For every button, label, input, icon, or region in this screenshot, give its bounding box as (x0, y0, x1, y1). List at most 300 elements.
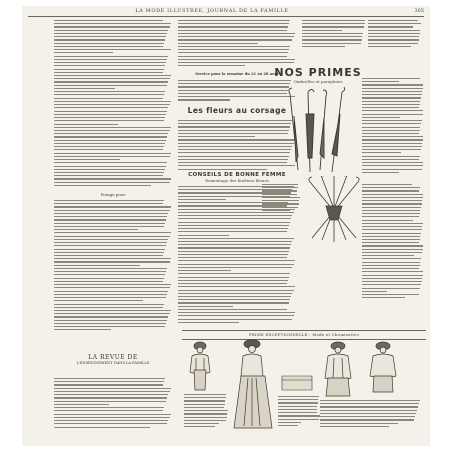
text-line (54, 143, 165, 144)
text-line (362, 187, 420, 188)
text-line (54, 162, 167, 163)
text-line (54, 169, 165, 170)
text-line (54, 268, 167, 269)
text-line (178, 23, 289, 24)
text-block (362, 78, 424, 173)
text-line (368, 30, 420, 31)
text-line (54, 258, 171, 259)
text-line (178, 218, 291, 219)
text-line (178, 254, 288, 255)
text-block (184, 394, 228, 427)
text-line (362, 130, 420, 131)
text-line (178, 293, 292, 294)
text-line (368, 39, 419, 40)
column-1-text (54, 20, 172, 190)
text-line (54, 33, 167, 34)
text-line (54, 397, 167, 398)
text-line (54, 140, 166, 141)
umbrella-icon (306, 176, 362, 246)
text-line (362, 120, 422, 121)
text-line (178, 228, 288, 229)
text-line (178, 159, 288, 160)
text-line (54, 153, 171, 154)
text-line (362, 162, 423, 163)
text-line (178, 315, 294, 316)
text-line (178, 162, 287, 163)
text-line (278, 409, 317, 410)
dress-figure-icon (368, 340, 398, 394)
text-block (54, 378, 172, 428)
text-line (178, 96, 295, 97)
text-line (178, 133, 288, 134)
fashion-caption-2 (278, 396, 320, 430)
text-line (178, 241, 292, 242)
text-line (178, 49, 289, 50)
text-line (362, 159, 419, 160)
text-line (178, 62, 294, 63)
text-line (54, 159, 120, 160)
text-line (362, 284, 421, 285)
text-line (54, 49, 171, 50)
text-line (362, 200, 422, 201)
text-line (178, 270, 231, 271)
text-line (362, 281, 422, 282)
text-line (178, 222, 290, 223)
text-line (302, 36, 362, 37)
text-line (54, 166, 166, 167)
text-line (362, 255, 414, 256)
text-line (54, 223, 165, 224)
text-line (54, 401, 166, 402)
text-line (178, 20, 290, 21)
text-line (184, 410, 228, 411)
text-line (368, 46, 411, 47)
text-line (368, 36, 419, 37)
text-line (178, 33, 295, 34)
text-line (362, 133, 419, 134)
text-line (362, 169, 422, 170)
text-line (54, 20, 163, 21)
text-line (54, 149, 163, 150)
text-line (278, 402, 318, 403)
text-line (362, 172, 399, 173)
text-line (54, 213, 168, 214)
text-line (54, 284, 171, 285)
text-line (362, 78, 420, 79)
text-line (54, 249, 165, 250)
text-line (178, 309, 287, 310)
text-line (54, 206, 171, 207)
text-line (54, 287, 170, 288)
text-line (54, 23, 171, 24)
text-line (54, 210, 170, 211)
column-1-text-3 (54, 378, 172, 432)
text-line (54, 329, 111, 330)
text-line (362, 233, 421, 234)
text-line (362, 143, 422, 144)
text-line (362, 245, 423, 246)
text-line (362, 97, 421, 98)
text-line (278, 425, 298, 426)
text-line (362, 114, 423, 115)
text-line (262, 184, 298, 185)
text-line (54, 101, 171, 102)
text-line (262, 203, 299, 204)
text-block (54, 20, 172, 186)
text-line (54, 410, 163, 411)
text-line (54, 291, 168, 292)
text-line (178, 59, 295, 60)
primes-title: NOS PRIMES (274, 66, 362, 79)
text-line (178, 306, 233, 307)
text-line (320, 413, 416, 414)
text-line (54, 417, 170, 418)
text-line (54, 320, 167, 321)
text-line (54, 52, 113, 53)
text-line (178, 139, 295, 140)
text-line (178, 267, 292, 268)
text-line (362, 213, 420, 214)
text-line (54, 414, 171, 415)
text-line (54, 127, 171, 128)
text-line (54, 242, 167, 243)
text-line (54, 245, 166, 246)
dress-figure-icon (280, 372, 314, 392)
text-line (178, 299, 290, 300)
text-line (278, 399, 318, 400)
text-line (302, 30, 342, 31)
text-line (362, 104, 420, 105)
text-block (54, 200, 172, 330)
text-line (54, 236, 170, 237)
revue-title: LA REVUE DE (88, 354, 138, 361)
text-line (54, 200, 164, 201)
text-line (362, 229, 422, 230)
text-line (54, 313, 170, 314)
text-line (362, 271, 423, 272)
text-line (178, 136, 255, 137)
text-block (320, 400, 422, 427)
text-line (278, 415, 320, 416)
text-line (178, 149, 291, 150)
text-line (362, 84, 423, 85)
text-line (54, 281, 163, 282)
revue-heading-wrap (54, 354, 172, 374)
text-line (362, 146, 422, 147)
text-line (362, 165, 423, 166)
text-line (54, 185, 151, 186)
text-line (184, 420, 226, 421)
text-line (178, 247, 290, 248)
fashion-caption-3 (320, 400, 422, 430)
text-line (184, 394, 226, 395)
text-line (178, 260, 295, 261)
text-line (54, 316, 168, 317)
text-line (362, 94, 422, 95)
text-line (278, 396, 319, 397)
text-line (362, 88, 423, 89)
text-line (54, 98, 163, 99)
text-line (362, 127, 420, 128)
text-line (362, 242, 419, 243)
text-line (178, 264, 294, 265)
text-line (262, 210, 290, 211)
text-line (362, 236, 420, 237)
fleurs-title: Les fleurs au corsage (187, 106, 287, 115)
fashion-banner (182, 330, 426, 340)
text-line (362, 117, 400, 118)
text-line (368, 20, 418, 21)
text-line (54, 172, 164, 173)
text-line (178, 56, 287, 57)
text-line (54, 255, 163, 256)
text-line (302, 33, 363, 34)
text-line (54, 219, 166, 220)
text-line (54, 404, 109, 405)
text-line (362, 203, 422, 204)
text-line (362, 107, 419, 108)
svg-text:·: · (298, 177, 299, 181)
revue-subtitle: L'ENSEIGNEMENT DANS LA FAMILLE (76, 361, 150, 365)
fashion-banner-text: PRIME EXCEPTIONNELLE : Mode et Chemisettes (249, 332, 359, 337)
text-line (178, 238, 294, 239)
text-line (178, 312, 295, 313)
text-line (178, 36, 294, 37)
conseils-subtitle: Remontage des fenêtres bleues (205, 178, 269, 183)
text-line (320, 423, 398, 424)
text-line (54, 85, 167, 86)
text-line (54, 427, 150, 428)
text-line (362, 139, 423, 140)
text-line (184, 423, 219, 424)
text-line (54, 394, 168, 395)
text-line (178, 165, 295, 166)
text-line (54, 117, 165, 118)
text-line (368, 33, 420, 34)
text-line (54, 326, 165, 327)
text-line (362, 275, 423, 276)
text-line (54, 72, 163, 73)
service-heading: Service pour la semaine du 21 au 28 août (195, 72, 279, 76)
text-line (302, 46, 345, 47)
column-3-caption (262, 184, 300, 214)
text-line (362, 197, 423, 198)
text-line (262, 194, 297, 195)
text-line (178, 322, 239, 323)
text-line (178, 93, 287, 94)
fashion-caption-1 (184, 394, 228, 430)
text-line (362, 220, 413, 221)
text-line (320, 400, 420, 401)
text-line (54, 300, 143, 301)
text-line (54, 407, 164, 408)
text-line (178, 39, 292, 40)
text-line (54, 111, 167, 112)
text-block (262, 184, 300, 211)
column-2-text-c (178, 120, 296, 172)
text-line (302, 43, 361, 44)
text-line (54, 420, 168, 421)
text-line (362, 216, 419, 217)
text-line (362, 152, 401, 153)
running-title: LA MODE ILLUSTRÉE, JOURNAL DE LA FAMILLE (135, 8, 289, 14)
text-line (54, 75, 171, 76)
text-line (54, 104, 170, 105)
magazine-page (22, 6, 430, 446)
text-line (362, 239, 420, 240)
text-line (54, 274, 165, 275)
text-line (54, 178, 171, 179)
text-line (178, 280, 288, 281)
text-line (54, 39, 165, 40)
text-line (54, 229, 138, 230)
text-line (178, 26, 288, 27)
text-line (178, 286, 295, 287)
text-line (54, 381, 164, 382)
text-line (368, 26, 413, 27)
text-line (362, 249, 423, 250)
text-line (54, 175, 163, 176)
text-line (54, 94, 164, 95)
text-line (178, 283, 287, 284)
text-line (262, 197, 300, 198)
text-line (54, 232, 171, 233)
text-line (362, 101, 420, 102)
text-block (278, 396, 320, 426)
text-line (54, 391, 170, 392)
text-line (54, 304, 164, 305)
text-line (54, 294, 167, 295)
column-1-text-2 (54, 200, 172, 336)
text-line (184, 417, 227, 418)
text-line (362, 184, 412, 185)
text-line (178, 169, 267, 170)
text-line (54, 384, 163, 385)
text-line (54, 203, 163, 204)
text-line (178, 65, 245, 66)
text-line (302, 39, 362, 40)
text-line (362, 149, 421, 150)
text-line (362, 110, 423, 111)
text-line (362, 207, 421, 208)
text-line (54, 62, 166, 63)
text-line (54, 69, 164, 70)
text-line (54, 378, 165, 379)
text-line (54, 278, 164, 279)
text-line (362, 294, 419, 295)
text-line (184, 407, 224, 408)
text-line (362, 190, 419, 191)
text-line (54, 120, 164, 121)
text-line (178, 130, 289, 131)
text-line (178, 46, 290, 47)
page-number: 305 (414, 8, 424, 14)
text-line (184, 404, 225, 405)
text-line (54, 388, 171, 389)
text-line (184, 426, 215, 427)
text-line (320, 403, 419, 404)
text-line (178, 235, 229, 236)
text-line (178, 152, 290, 153)
text-line (278, 412, 317, 413)
text-line (362, 252, 422, 253)
text-line (54, 59, 167, 60)
text-line (54, 88, 115, 89)
text-line (54, 46, 163, 47)
umbrella-icon (280, 86, 358, 182)
text-line (54, 423, 167, 424)
primes-subtitle: Ombrelles et parapluies (293, 79, 343, 84)
text-line (178, 43, 258, 44)
conseils-title: CONSEILS DE BONNE FEMME (188, 172, 286, 178)
text-line (54, 226, 164, 227)
text-line (362, 210, 420, 211)
text-line (362, 81, 399, 82)
text-line (362, 291, 387, 292)
text-line (362, 194, 423, 195)
text-line (362, 226, 422, 227)
text-line (362, 136, 423, 137)
text-line (184, 400, 225, 401)
text-line (278, 419, 319, 420)
text-line (320, 416, 415, 417)
text-line (54, 323, 166, 324)
text-line (54, 297, 166, 298)
text-line (278, 406, 317, 407)
text-line (178, 126, 290, 127)
text-line (178, 231, 287, 232)
menu-heading-wrap (54, 192, 172, 200)
column-3-text-2 (362, 78, 424, 178)
text-line (178, 319, 292, 320)
text-line (178, 290, 294, 291)
text-block (178, 20, 296, 66)
text-line (54, 182, 170, 183)
text-line (178, 215, 292, 216)
text-line (54, 261, 170, 262)
text-line (54, 146, 164, 147)
column-2-text (178, 20, 296, 70)
text-line (54, 36, 166, 37)
text-line (184, 413, 227, 414)
text-line (362, 156, 420, 157)
text-line (320, 410, 417, 411)
text-line (320, 406, 418, 407)
column-3-text (302, 20, 366, 50)
text-line (184, 397, 226, 398)
text-line (54, 81, 168, 82)
text-line (262, 190, 297, 191)
text-line (178, 277, 289, 278)
text-line (178, 273, 290, 274)
text-line (54, 271, 166, 272)
text-line (178, 251, 289, 252)
text-line (178, 143, 294, 144)
text-line (54, 124, 118, 125)
text-line (368, 23, 421, 24)
text-line (362, 91, 422, 92)
text-line (178, 52, 288, 53)
text-line (178, 30, 287, 31)
text-line (320, 426, 389, 427)
text-line (178, 199, 226, 200)
text-line (302, 20, 365, 21)
text-line (178, 146, 292, 147)
text-line (54, 43, 164, 44)
text-line (362, 278, 422, 279)
text-line (262, 200, 299, 201)
text-line (54, 91, 165, 92)
